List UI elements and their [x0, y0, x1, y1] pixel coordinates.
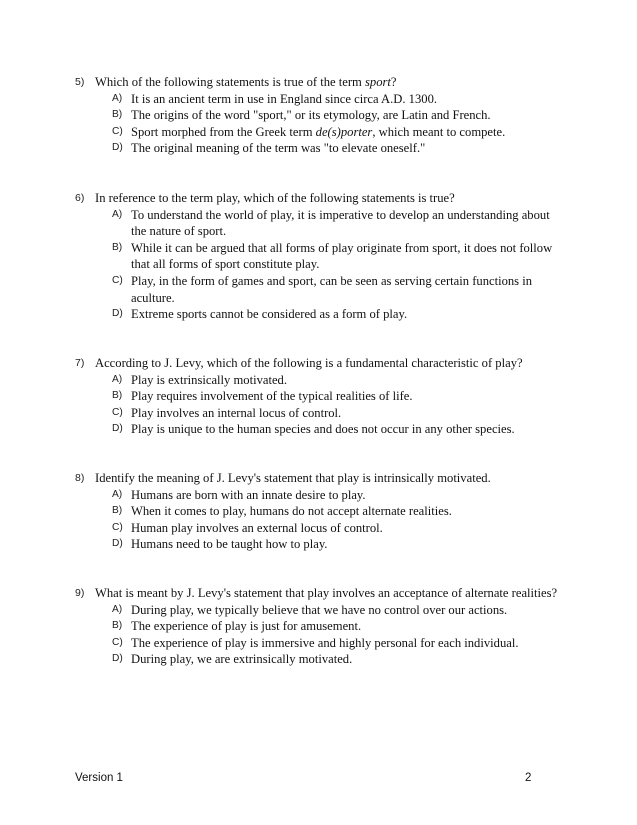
option-letter: C) — [112, 274, 123, 286]
option-a — [0, 602, 637, 619]
option-d — [0, 651, 637, 668]
option-text: Play is unique to the human species and does not occur in any other species. — [131, 422, 515, 437]
option-a — [0, 487, 637, 504]
question-text-part: ? — [390, 75, 397, 89]
option-c — [0, 520, 637, 537]
option-c — [0, 405, 637, 422]
option-text: The experience of play is just for amusement. — [131, 619, 362, 634]
option-b — [0, 107, 637, 124]
option-letter: D) — [112, 538, 123, 550]
option-a — [0, 91, 637, 108]
option-letter: D) — [112, 423, 123, 435]
option-letter: B) — [112, 109, 123, 121]
option-text: During play, we typically believe that we have no control over our actions. — [131, 602, 508, 617]
option-text: Extreme sports cannot be considered as a form of play. — [131, 307, 408, 322]
question-number: 6) — [75, 192, 85, 204]
question-number: 5) — [75, 76, 85, 88]
question-8 — [0, 470, 637, 553]
option-text-part: , which meant to compete. — [372, 124, 506, 139]
question-stem — [0, 585, 637, 602]
option-text: Play, in the form of games and sport, can be seen as serving certain functions in aculture. — [131, 273, 533, 305]
option-letter: A) — [112, 373, 123, 385]
option-c — [0, 635, 637, 652]
question-stem — [0, 74, 637, 91]
question-stem — [0, 190, 637, 207]
option-text-italic-term: de(s)porter — [315, 124, 373, 139]
option-letter: A) — [112, 208, 123, 220]
option-letter: D) — [112, 653, 123, 665]
question-number: 8) — [75, 472, 85, 484]
option-b — [0, 388, 637, 405]
option-c — [0, 124, 637, 141]
option-c — [0, 273, 637, 306]
option-b — [0, 240, 637, 273]
question-6 — [0, 190, 637, 323]
option-d — [0, 306, 637, 323]
question-number: 7) — [75, 357, 85, 369]
option-text: Human play involves an external locus of control. — [131, 520, 383, 535]
option-letter: D) — [112, 308, 123, 320]
question-text-italic-term: sport — [365, 75, 391, 89]
option-text: The original meaning of the term was "to elevate oneself." — [131, 141, 426, 156]
option-d — [0, 536, 637, 553]
question-text: Identify the meaning of J. Levy's statement that play is intrinsically motivated. — [95, 471, 491, 485]
option-letter: B) — [112, 505, 123, 517]
option-text: Humans are born with an innate desire to play. — [131, 487, 366, 502]
option-letter: C) — [112, 125, 123, 137]
option-text: The origins of the word "sport," or its etymology, are Latin and French. — [131, 108, 491, 123]
option-letter: C) — [112, 636, 123, 648]
option-letter: A) — [112, 488, 123, 500]
option-a — [0, 207, 637, 240]
footer-page-number: 2 — [525, 772, 532, 784]
option-letter: C) — [112, 406, 123, 418]
question-9 — [0, 585, 637, 668]
question-stem — [0, 355, 637, 372]
question-7 — [0, 355, 637, 438]
option-d — [0, 421, 637, 438]
option-letter: D) — [112, 142, 123, 154]
option-b — [0, 618, 637, 635]
question-stem — [0, 470, 637, 487]
option-letter: B) — [112, 390, 123, 402]
option-letter: A) — [112, 603, 123, 615]
option-text: It is an ancient term in use in England since circa A.D. 1300. — [131, 91, 438, 106]
question-text: What is meant by J. Levy's statement that play involves an acceptance of alternate realities? — [95, 586, 558, 600]
question-text: According to J. Levy, which of the following is a fundamental characteristic of play? — [95, 356, 523, 370]
footer-version: Version 1 — [75, 772, 123, 784]
question-text-part: Which of the following statements is true of the term — [95, 75, 365, 89]
option-text: Play requires involvement of the typical realities of life. — [131, 389, 413, 404]
option-text — [131, 124, 561, 141]
question-number: 9) — [75, 587, 85, 599]
option-letter: C) — [112, 521, 123, 533]
option-a — [0, 372, 637, 389]
option-letter: B) — [112, 620, 123, 632]
option-b — [0, 503, 637, 520]
question-5 — [0, 74, 637, 157]
option-text: To understand the world of play, it is imperative to develop an understanding about the nature of sport. — [131, 207, 550, 239]
option-text: Play is extrinsically motivated. — [131, 372, 287, 387]
question-text — [95, 74, 397, 91]
question-text: In reference to the term play, which of the following statements is true? — [95, 191, 455, 205]
option-text: When it comes to play, humans do not accept alternate realities. — [131, 504, 452, 519]
option-text-part: Sport morphed from the Greek term — [131, 124, 316, 139]
option-letter: A) — [112, 92, 123, 104]
option-text: While it can be argued that all forms of play originate from sport, it does not follow that all forms of sport constitute play. — [131, 240, 553, 272]
option-letter: B) — [112, 241, 123, 253]
option-text: The experience of play is immersive and highly personal for each individual. — [131, 635, 519, 650]
option-d — [0, 140, 637, 157]
option-text: During play, we are extrinsically motivated. — [131, 652, 353, 667]
option-text: Play involves an internal locus of control. — [131, 405, 342, 420]
option-text: Humans need to be taught how to play. — [131, 537, 328, 552]
